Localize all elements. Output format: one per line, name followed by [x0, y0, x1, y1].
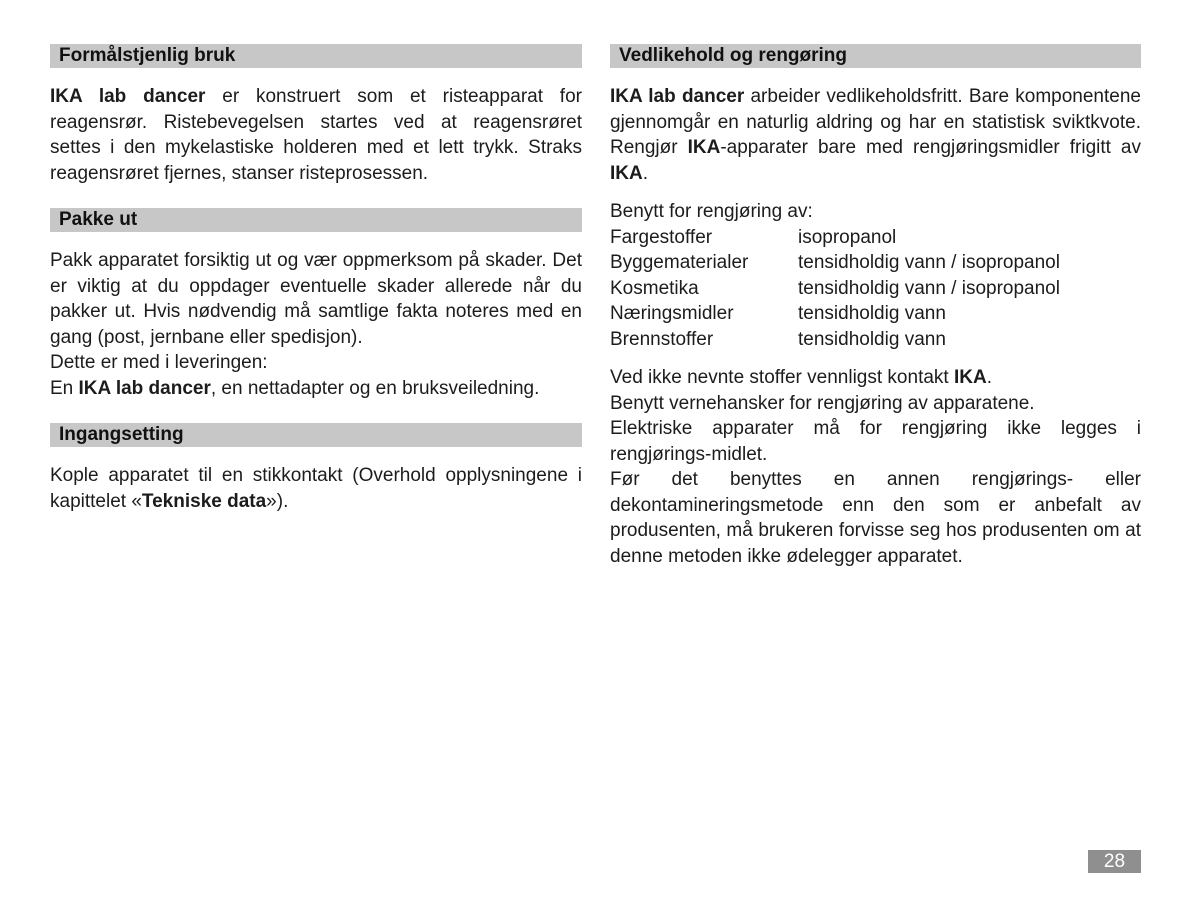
page-number-badge: 28 — [1088, 850, 1141, 873]
paragraph: Pakk apparatet forsiktig ut og vær oppmerksom på skader. Det er viktig at du oppdager eventuelle skader allerede når du pakker ut. Hvis nødvendig må samtlige fakta noteres med en gang (post, jernbane eller spedisjon). — [50, 250, 582, 348]
paragraph: IKA lab dancer er konstruert som et risteapparat for reagensrør. Ristebevegelsen startes ved at reagensrøret settes i den mykelastiske holderen med et lett trykk. Straks reagensrøret fjernes, stanser risteprosessen. — [50, 86, 582, 184]
section-vedlikehold-og-rengoring — [610, 44, 1141, 569]
cleaning-row — [610, 250, 1141, 276]
cleaning-agent: tensidholdig vann — [798, 328, 946, 350]
cleaning-agents-table — [610, 199, 1141, 352]
section-ingangsetting — [50, 423, 582, 514]
paragraph: Benytt vernehansker for rengjøring av apparatene. — [610, 392, 1035, 414]
cleaning-row — [610, 225, 1141, 251]
cleaning-row — [610, 276, 1141, 302]
paragraph: Elektriske apparater må for rengjøring ikke legges i rengjørings-midlet. — [610, 418, 1141, 465]
cleaning-term: Fargestoffer — [610, 226, 713, 248]
paragraph: Før det benyttes en annen rengjørings- eller dekontamineringsmetode enn den som er anbefalt av produsenten, må brukeren forvisse seg hos produsenten om at denne metoden ikke ødelegger apparatet. — [610, 469, 1141, 567]
cleaning-term: Kosmetika — [610, 277, 699, 299]
paragraph: IKA lab dancer arbeider vedlikeholdsfritt. Bare komponentene gjennomgår en naturlig aldring og har en statistisk sviktkvote. Rengjør IKA-apparater bare med rengjøringsmidler frigitt av IKA. — [610, 86, 1141, 184]
intro-block — [610, 84, 1141, 186]
section-heading: Pakke ut — [50, 208, 582, 232]
paragraph: Ved ikke nevnte stoffer vennligst kontakt IKA. — [610, 367, 992, 388]
section-pakke-ut — [50, 208, 582, 401]
paragraph: En IKA lab dancer, en nettadapter og en bruksveiledning. — [50, 377, 540, 399]
cleaning-agent: isopropanol — [798, 226, 897, 248]
cleaning-term: Brennstoffer — [610, 328, 714, 350]
cleaning-term: Byggematerialer — [610, 252, 749, 273]
section-formalstjenlig-bruk — [50, 44, 582, 186]
cleaning-row — [610, 327, 1141, 353]
left-column — [50, 44, 582, 536]
paragraph: Kople apparatet til en stikkontakt (Overhold opplysningene i kapittelet «Tekniske data»). — [50, 465, 582, 512]
cleaning-row — [610, 301, 1141, 327]
section-heading: Vedlikehold og rengøring — [610, 44, 1141, 68]
paragraph: Dette er med i leveringen: — [50, 352, 268, 373]
right-column — [610, 44, 1141, 591]
cleaning-agent: tensidholdig vann / isopropanol — [798, 277, 1060, 299]
section-heading: Ingangsetting — [50, 423, 582, 447]
notes-block — [610, 365, 1141, 569]
section-heading: Formålstjenlig bruk — [50, 44, 582, 68]
cleaning-table-title: Benytt for rengjøring av: — [610, 201, 813, 222]
cleaning-agent: tensidholdig vann — [798, 303, 946, 324]
cleaning-agent: tensidholdig vann / isopropanol — [798, 252, 1060, 273]
cleaning-term: Næringsmidler — [610, 303, 734, 324]
